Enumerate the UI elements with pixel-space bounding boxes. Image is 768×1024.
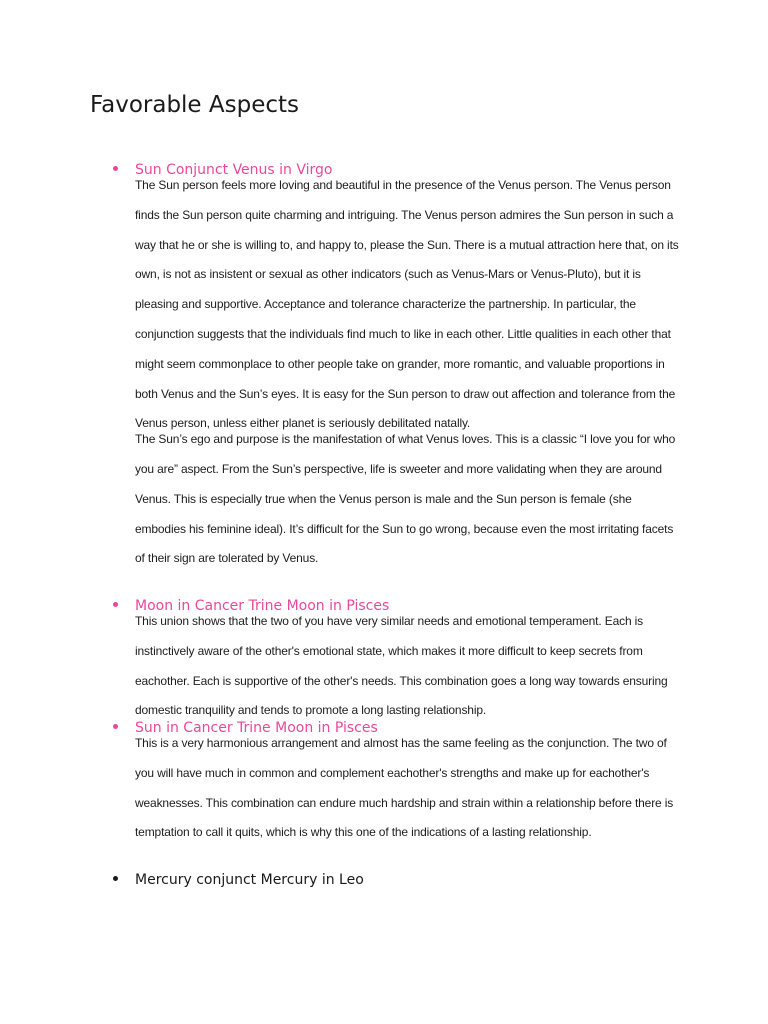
aspect-description <box>135 607 680 726</box>
bullet-icon <box>113 602 118 607</box>
bullet-icon <box>113 876 118 881</box>
aspect-heading: Sun Conjunct Venus in Virgo <box>135 162 333 178</box>
aspect-heading: Sun in Cancer Trine Moon in Pisces <box>135 720 378 736</box>
aspect-paragraph: The Sun person feels more loving and beautiful in the presence of the Venus person. The Venus person finds the Sun person quite charming and intriguing. The Venus person admires the Sun person in such a way that he or she is willing to, and happy to, please the Sun. There is a mutual attraction here that, on its own, is not as insistent or sexual as other indicators (such as Venus-Mars or Venus-Pluto), but it is pleasing and supportive. Acceptance and tolerance characterize the partnership. In particular, the conjunction suggests that the individuals find much to like in each other. Little qualities in each other that might seem commonplace to other people take on grander, more romantic, and valuable proportions in both Venus and the Sun’s eyes. It is easy for the Sun person to draw out affection and tolerance from the Venus person, unless either planet is seriously debilitated natally. <box>135 178 679 431</box>
aspect-heading: Mercury conjunct Mercury in Leo <box>135 872 364 888</box>
aspect-paragraph: This union shows that the two of you have very similar needs and emotional temperament. Each is instinctively aware of the other's emotional state, which makes it more difficult to keep secrets from eachother. Each is supportive of the other's needs. This combination goes a long way towards ensuring domestic tranquility and tends to promote a long lasting relationship. <box>135 614 668 718</box>
bullet-icon <box>113 724 118 729</box>
aspect-heading: Moon in Cancer Trine Moon in Pisces <box>135 598 390 614</box>
aspect-paragraph: The Sun’s ego and purpose is the manifestation of what Venus loves. This is a classic “I love you for who you are” aspect. From the Sun’s perspective, life is sweeter and more validating when they are around Venus. This is especially true when the Venus person is male and the Sun person is female (she embodies his feminine ideal). It’s difficult for the Sun to go wrong, because even the most irritating facets of their sign are tolerated by Venus. <box>135 432 676 566</box>
aspect-paragraph: This is a very harmonious arrangement and almost has the same feeling as the conjunction. The two of you will have much in common and complement eachother's strengths and make up for eachother's weaknesses. This combination can endure much hardship and strain within a relationship before there is temptation to call it quits, which is why this one of the indications of a lasting relationship. <box>135 736 674 840</box>
page-title: Favorable Aspects <box>90 92 300 118</box>
aspect-description <box>135 171 680 574</box>
aspect-description <box>135 729 680 848</box>
bullet-icon <box>113 166 118 171</box>
